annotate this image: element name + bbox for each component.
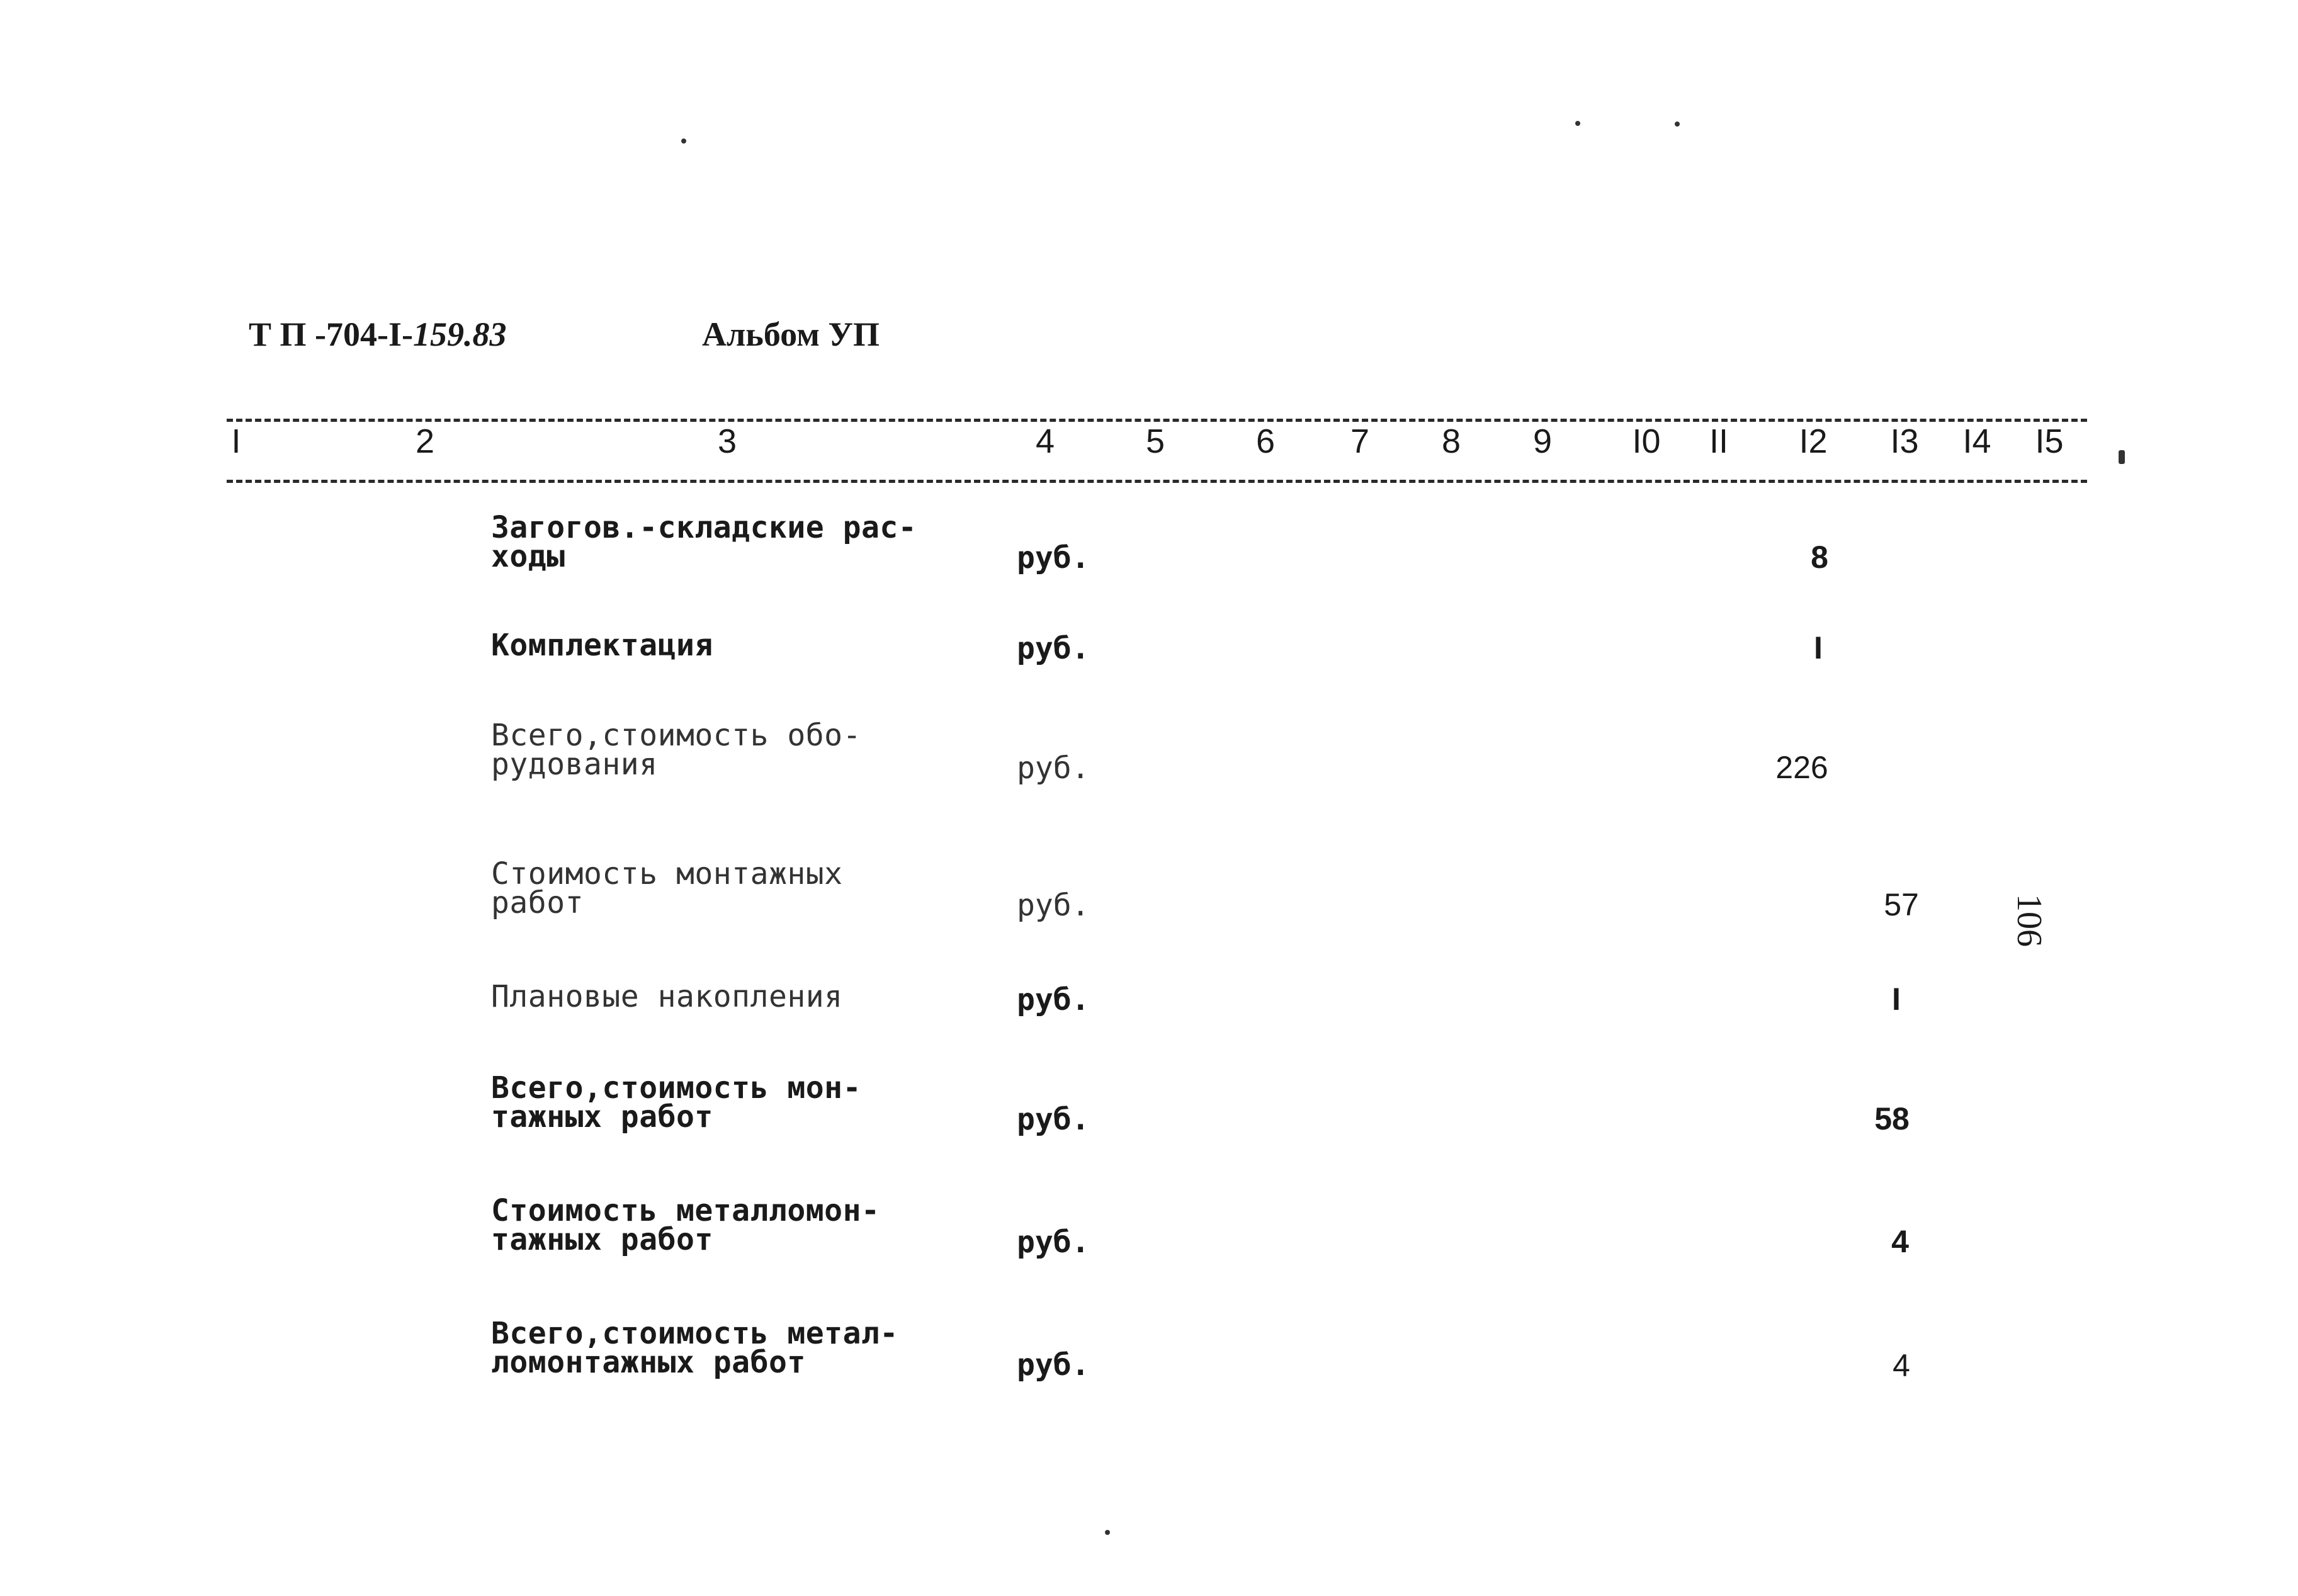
column-number: 3 [717,422,737,460]
row-name: Стоимость металломон- тажных работ [491,1193,880,1257]
column-number: I3 [1890,422,1919,460]
column-number: I2 [1799,422,1828,460]
column-number: 9 [1532,422,1553,460]
row-value: I [1892,982,1901,1017]
column-number: I [231,422,241,460]
row-unit: руб. [1017,982,1090,1017]
column-number: 2 [415,422,435,460]
scan-speck [681,139,686,144]
column-number: 8 [1441,422,1461,460]
document-code [249,315,506,354]
row-unit: руб. [1017,1225,1090,1260]
row-name: Всего,стоимость мон- тажных работ [491,1070,861,1135]
page-number: 106 [2010,894,2049,947]
row-name: Всего,стоимость обо- рудования [491,718,861,782]
header-rule-bottom [227,480,2087,483]
document-code-prefix: Т П -704-I- [249,315,413,353]
row-unit: руб. [1017,1347,1090,1383]
column-number: 6 [1255,422,1276,460]
row-value: 4 [1893,1348,1910,1383]
row-unit: руб. [1017,631,1090,666]
row-unit: руб. [1017,888,1090,923]
column-number: I0 [1632,422,1661,460]
row-value: 8 [1811,540,1828,575]
row-name: Плановые накопления [491,979,843,1014]
row-name: Стоимость монтажных работ [491,856,843,920]
row-value: 57 [1884,887,1919,922]
row-name: Всего,стоимость метал- ломонтажных работ [491,1316,898,1380]
scan-speck [1675,122,1680,127]
row-unit: руб. [1017,1102,1090,1137]
row-name: Загогов.-складские рас- ходы [491,510,917,574]
column-number: II [1709,422,1729,460]
column-number: 7 [1350,422,1370,460]
column-number: 4 [1035,422,1055,460]
row-name: Комплектация [491,628,713,663]
document-code-handwritten: 159.83 [412,315,507,353]
row-value: 58 [1874,1101,1910,1136]
scan-speck [1575,121,1580,126]
scan-speck [2119,450,2125,464]
scan-speck [1105,1530,1110,1535]
row-value: 226 [1775,750,1828,785]
album-label: Альбом УП [702,315,880,353]
column-number: 5 [1145,422,1165,460]
row-value: 4 [1891,1224,1909,1259]
row-value: I [1814,630,1823,665]
row-unit: руб. [1017,750,1090,786]
column-number: I4 [1962,422,1991,460]
column-number: I5 [2035,422,2064,460]
row-unit: руб. [1017,540,1090,575]
